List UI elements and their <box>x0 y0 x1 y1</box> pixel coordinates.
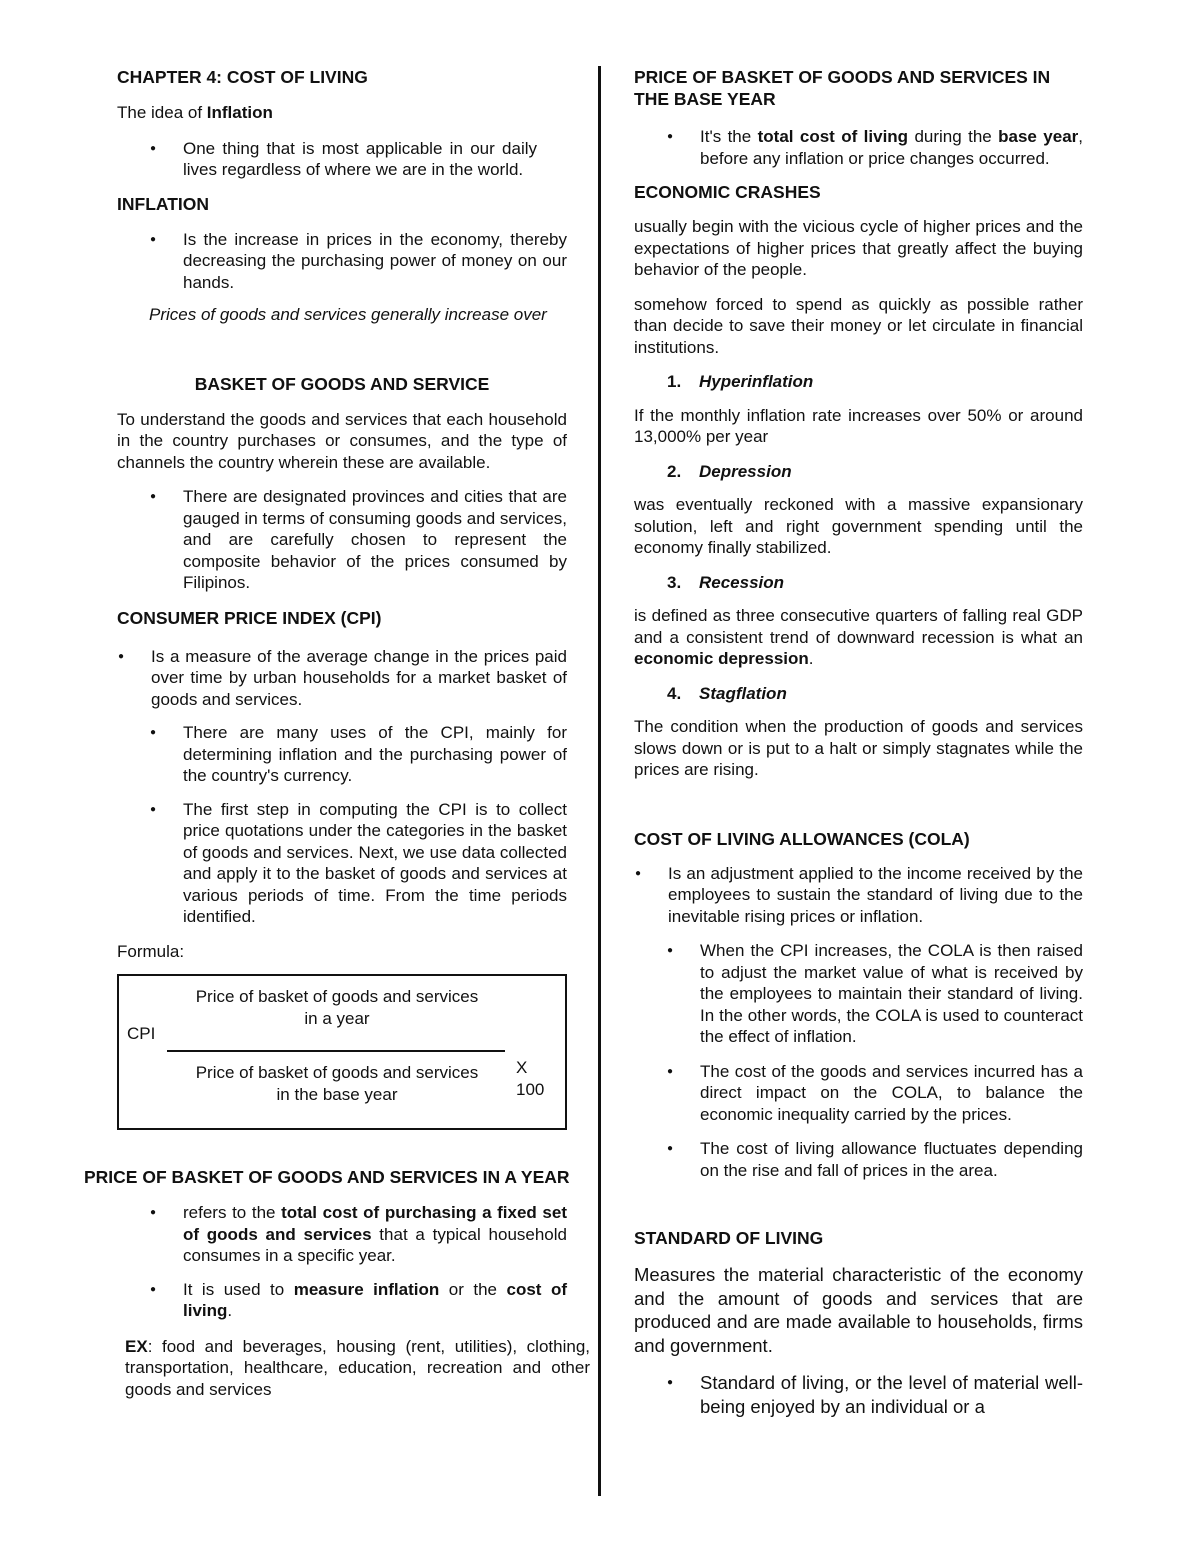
prices-note: Prices of goods and services generally increase over <box>149 305 547 324</box>
price-year-heading: PRICE OF BASKET OF GOODS AND SERVICES IN A YEAR <box>84 1167 570 1187</box>
list-item: ● The cost of living allowance fluctuates depending on the rise and fall of prices in the area. <box>634 1138 1083 1181</box>
hyperinflation-text: If the monthly inflation rate increases over 50% or around 13,000% per year <box>634 405 1083 446</box>
list-item: ● It is used to measure inflation or the cost of living. <box>117 1279 567 1322</box>
formula-denominator-line2: in the base year <box>276 1085 398 1104</box>
list-item: ● There are designated provinces and cities that are gauged in terms of consuming goods and services, and are carefully chosen to represent the composite behavior of the prices consumed by Filipinos. <box>117 486 567 594</box>
example-paragraph: EX: food and beverages, housing (rent, utilities), clothing, transportation, healthcare, education, recreation and other goods and services <box>125 1336 590 1399</box>
crash-type-recession: 3. Recession <box>667 572 785 592</box>
list-item: ● The cost of the goods and services incurred has a direct impact on the COLA, to balance the economic inequality carried by the prices. <box>634 1061 1083 1126</box>
basket-list <box>117 486 567 594</box>
list-item: ● Is a measure of the average change in the prices paid over time by urban households for a market basket of goods and services. <box>117 646 567 711</box>
list-item: ● There are many uses of the CPI, mainly for determining inflation and the purchasing power of the country's currency. <box>117 722 567 787</box>
right-column <box>634 64 1083 1418</box>
economic-crashes-heading: ECONOMIC CRASHES <box>634 182 821 202</box>
standard-of-living-heading: STANDARD OF LIVING <box>634 1228 824 1248</box>
recession-text: is defined as three consecutive quarters of falling real GDP and a consistent trend of downward recession is what an economic depression. <box>634 606 1083 668</box>
formula-cpi: CPI <box>127 1024 156 1043</box>
column-divider <box>598 66 601 1496</box>
standard-of-living-paragraph: Measures the material characteristic of the economy and the amount of goods and services that are produced and are made available to households, firms and government. <box>634 1264 1083 1356</box>
inflation-list <box>117 229 567 294</box>
list-item: ● Is the increase in prices in the economy, thereby decreasing the purchasing power of money on our hands. <box>117 229 567 294</box>
cola-heading: COST OF LIVING ALLOWANCES (COLA) <box>634 828 970 849</box>
formula-times: X <box>516 1058 528 1077</box>
idea-prefix: The idea of <box>117 103 207 122</box>
crash-paragraph-1: usually begin with the vicious cycle of higher prices and the expectations of higher prices that greatly affect the buying behavior of the people. <box>634 217 1083 279</box>
basket-heading: BASKET OF GOODS AND SERVICE <box>194 373 490 394</box>
depression-text: was eventually reckoned with a massive expansionary solution, left and right government spending until the economy finally stabilized. <box>634 495 1083 557</box>
crash-type-stagflation: 4. Stagflation <box>667 683 787 703</box>
left-column <box>84 64 590 1400</box>
idea-bold: Inflation <box>206 103 273 122</box>
cpi-heading: CONSUMER PRICE INDEX (CPI) <box>117 607 382 628</box>
formula-denominator-line1: Price of basket of goods and services <box>195 1063 479 1082</box>
formula-hundred: 100 <box>516 1080 545 1099</box>
base-year-heading: PRICE OF BASKET OF GOODS AND SERVICES IN THE BASE YEAR <box>634 67 1051 109</box>
cpi-formula-box <box>117 974 567 1130</box>
formula-label: Formula: <box>117 941 185 961</box>
idea-line <box>117 102 567 124</box>
cpi-list <box>117 646 567 711</box>
formula-numerator-line2: in a year <box>304 1009 370 1028</box>
list-item: ● Is an adjustment applied to the income received by the employees to sustain the standard of living due to the inevitable rising prices or inflation. <box>634 863 1083 928</box>
list-item: ● Standard of living, or the level of material well-being enjoyed by an individual or a <box>634 1371 1083 1418</box>
list-item: ● One thing that is most applicable in our daily lives regardless of where we are in the world. <box>117 138 537 181</box>
stagflation-text: The condition when the production of goods and services slows down or is put to a halt or simply stagnates while the prices are rising. <box>634 717 1083 779</box>
crash-paragraph-2: somehow forced to spend as quickly as possible rather than decide to save their money or let circulate in financial institutions. <box>634 294 1083 357</box>
idea-list <box>117 138 537 181</box>
crash-type-depression: 2. Depression <box>667 461 792 481</box>
inflation-heading: INFLATION <box>117 193 210 214</box>
fraction-bar <box>167 1050 505 1052</box>
basket-paragraph: To understand the goods and services that each household in the country purchases or consumes, and the type of channels the country wherein these are available. <box>117 409 567 472</box>
formula-numerator-line1: Price of basket of goods and services <box>195 987 479 1006</box>
crash-type-hyperinflation: 1. Hyperinflation <box>667 372 814 391</box>
list-item: ● It's the total cost of living during the base year, before any inflation or price changes occurred. <box>634 126 1083 169</box>
list-item: ● The first step in computing the CPI is to collect price quotations under the categories in the basket of goods and services. Next, we use data collected and apply it to the basket of goods and services at various periods of time. From the time periods identified. <box>117 799 567 928</box>
price-year-list <box>117 1202 567 1322</box>
list-item: ● When the CPI increases, the COLA is then raised to adjust the market value of what is received by the employees to maintain their standard of living. In the other words, the COLA is used to counteract the effect of inflation. <box>634 940 1083 1048</box>
standard-of-living-list <box>634 1371 1083 1418</box>
list-item: ● refers to the total cost of purchasing a fixed set of goods and services that a typical household consumes in a specific year. <box>117 1202 567 1267</box>
cola-sub-list <box>634 940 1083 1181</box>
cola-list <box>634 863 1083 928</box>
base-year-list <box>634 126 1083 169</box>
chapter-title: CHAPTER 4: COST OF LIVING <box>117 67 368 87</box>
cpi-sub-list <box>117 722 567 928</box>
